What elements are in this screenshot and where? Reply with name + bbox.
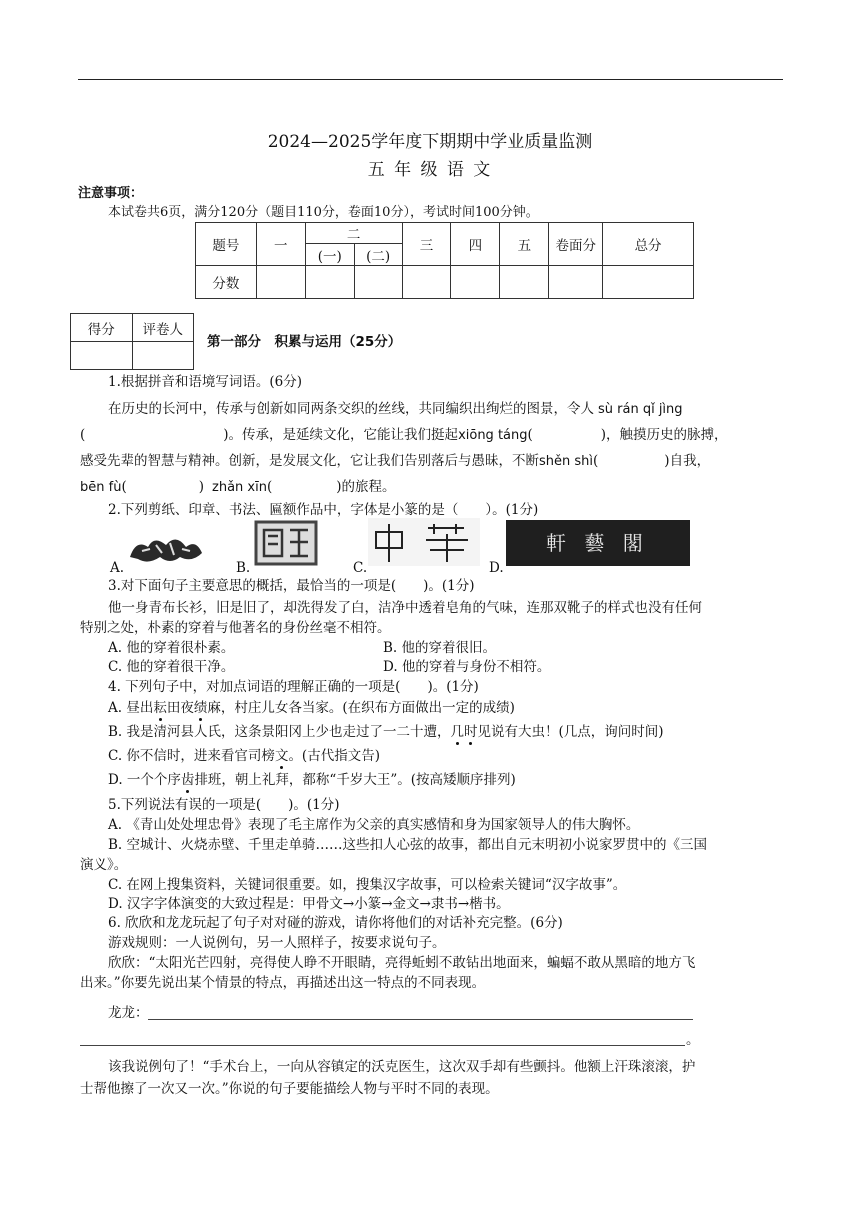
q4-text: 见说有大虫！(几点，询问时间) bbox=[477, 724, 664, 740]
q6-turn-line1: 该我说例句了！“手术台上，一向从容镇定的沃克医生，这次双手却有些颤抖。他额上汗珠滚滚，护 bbox=[108, 1059, 696, 1075]
q4-dotted-word: 齿 bbox=[180, 772, 195, 788]
notice-text: 本试卷共6页，满分120分（题目110分，卷面10分），考试时间100分钟。 bbox=[108, 205, 539, 220]
q4-text: A. 昼出 bbox=[108, 700, 154, 716]
part1-title: 第一部分 积累与运用（25分） bbox=[207, 334, 402, 350]
q1-bracket: ( bbox=[266, 479, 273, 495]
q3-option-d[interactable]: D. 他的穿着与身份不相符。 bbox=[383, 659, 551, 675]
score-table-header-neatness: 卷面分 bbox=[549, 223, 603, 266]
score-table-row-label: 分数 bbox=[196, 266, 257, 299]
q1-text: )，触摸历史的脉搏， bbox=[600, 427, 728, 443]
q4-text: 田夜 bbox=[166, 700, 194, 716]
q6-answer-line-1[interactable] bbox=[148, 1019, 693, 1020]
plaque-text: 軒 藝 閣 bbox=[546, 531, 649, 555]
q4-option-c[interactable] bbox=[108, 748, 380, 764]
q1-text: 感受先辈的智慧与精神。创新，是发展文化，它让我们告别落后与愚昧，不断 bbox=[80, 453, 539, 469]
q5-option-b-line1[interactable]: B. 空城计、火烧赤壁、千里走单骑……这些扣人心弦的故事，都出自元末明初小说家罗贯中的《三国 bbox=[108, 837, 708, 853]
grader-box bbox=[70, 313, 194, 370]
q4-stem: 4. 下列句子中，对加点词语的理解正确的一项是( )。(1分) bbox=[108, 679, 479, 695]
score-table-header-total: 总分 bbox=[603, 223, 694, 266]
q6-stem: 6. 欣欣和龙龙玩起了句子对对碰的游戏，请你将他们的对话补充完整。(6分) bbox=[108, 915, 563, 931]
q4-dotted-word: 耘 bbox=[153, 700, 167, 716]
score-cell[interactable] bbox=[451, 266, 500, 299]
q6-turn-line2: 士帮他擦了一次又一次。”你说的句子要能描绘人物与平时不同的表现。 bbox=[80, 1081, 499, 1097]
q5-option-a[interactable]: A. 《青山处处埋忠骨》表现了毛主席作为父亲的真实感情和身为国家领导人的伟大胸怀。 bbox=[108, 817, 640, 833]
q4-option-d[interactable] bbox=[108, 772, 516, 788]
q4-text: 排班，朝上礼拜，都称“千岁大王”。(按高矮顺序排列) bbox=[194, 772, 516, 788]
score-table-sub-2: (二) bbox=[354, 244, 402, 266]
q3-stem: 3.对下面句子主要意思的概括，最恰当的一项是( )。(1分) bbox=[108, 578, 475, 594]
score-table-sub-1: (一) bbox=[305, 244, 354, 266]
score-table-header-2: 二 bbox=[305, 223, 402, 244]
papercut-image bbox=[126, 529, 206, 567]
q1-bracket: ( bbox=[527, 427, 533, 443]
q1-pinyin-5: zhǎn xīn bbox=[212, 480, 267, 495]
q4-text: 。(古代指文告) bbox=[288, 748, 380, 764]
score-cell[interactable] bbox=[549, 266, 603, 299]
score-cell[interactable] bbox=[256, 266, 305, 299]
q1-text: 在历史的长河中，传承与创新如同两条交织的丝线，共同编织出绚烂的图景，令人 bbox=[108, 401, 594, 417]
grader-score-label: 得分 bbox=[71, 314, 133, 342]
score-cell[interactable] bbox=[402, 266, 451, 299]
q2-option-a[interactable]: A. bbox=[110, 560, 125, 576]
q4-dotted-word: 文 bbox=[274, 748, 289, 764]
q3-passage-line1: 他一身青布长衫，旧是旧了，却洗得发了白，洁净中透着皂角的气味，连那双靴子的样式也没有任何 bbox=[108, 600, 702, 616]
score-table-header-5: 五 bbox=[500, 223, 549, 266]
grader-score-cell[interactable] bbox=[71, 342, 133, 370]
score-cell[interactable] bbox=[305, 266, 354, 299]
q6-rule: 游戏规则：一人说例句，另一人照样子，按要求说句子。 bbox=[108, 935, 446, 951]
q4-option-b[interactable] bbox=[108, 724, 664, 740]
q1-line2 bbox=[80, 427, 728, 444]
score-table bbox=[195, 222, 694, 299]
q1-pinyin-1: sù rán qǐ jìng bbox=[598, 402, 683, 417]
q3-option-a[interactable]: A. 他的穿着很朴素。 bbox=[108, 640, 235, 656]
score-table-header-1: 一 bbox=[256, 223, 305, 266]
q1-stem: 1.根据拼音和语境写词语。(6分) bbox=[108, 374, 303, 390]
q4-text: C. 你不信时，进来看官司榜 bbox=[108, 748, 275, 764]
score-table-header-tihao: 题号 bbox=[196, 223, 257, 266]
q1-text: )自我， bbox=[664, 453, 711, 469]
q1-line3 bbox=[80, 453, 710, 470]
q4-dotted-word: 时 bbox=[464, 724, 478, 740]
q5-stem: 5.下列说法有误的一项是( )。(1分) bbox=[108, 797, 340, 813]
q4-dotted-word: 绩 bbox=[193, 700, 208, 716]
calligraphy-image bbox=[368, 518, 480, 566]
grader-name-label: 评卷人 bbox=[132, 314, 194, 342]
q6-longlong-label: 龙龙： bbox=[108, 1005, 149, 1021]
q1-bracket: ( bbox=[80, 427, 86, 443]
q5-option-b-line2: 演义》。 bbox=[80, 857, 128, 873]
q1-bracket: ( bbox=[593, 453, 599, 469]
seal-image bbox=[254, 520, 318, 566]
q6-xinxin-line1: 欣欣：“太阳光芒四射，亮得使人睁不开眼睛，亮得蚯蚓不敢钻出地面来，蝙蝠不敢从黑暗的地方飞 bbox=[108, 955, 696, 971]
q4-text: D. 一个个序 bbox=[108, 772, 181, 788]
q1-pinyin-3: shěn shì bbox=[539, 454, 594, 469]
q3-option-c[interactable]: C. 他的穿着很干净。 bbox=[108, 659, 235, 675]
q2-stem: 2.下列剪纸、印章、书法、匾额作品中，字体是小篆的是（ ）。(1分) bbox=[108, 502, 539, 518]
q6-period: 。 bbox=[686, 1032, 700, 1048]
q2-option-c[interactable]: C. bbox=[353, 560, 368, 576]
score-table-header-3: 三 bbox=[402, 223, 451, 266]
plaque-image bbox=[506, 520, 690, 566]
q4-text: 麻，村庄儿女各当家。(在织布方面做出一定的成绩) bbox=[207, 700, 515, 716]
score-cell[interactable] bbox=[354, 266, 402, 299]
q6-answer-line-2[interactable] bbox=[80, 1045, 685, 1046]
q2-option-b[interactable]: B. bbox=[236, 560, 251, 576]
q3-passage-line2: 特别之处，朴素的穿着与他著名的身份丝毫不相符。 bbox=[80, 620, 391, 636]
q1-line4 bbox=[80, 479, 396, 496]
top-rule bbox=[78, 79, 783, 80]
q1-text: )的旅程。 bbox=[336, 479, 396, 495]
q1-bracket: ) bbox=[198, 479, 204, 495]
q1-pinyin-2: xiōng táng bbox=[458, 428, 528, 443]
q1-text: )。传承，是延续文化，它能让我们挺起 bbox=[223, 427, 459, 443]
score-cell[interactable] bbox=[500, 266, 549, 299]
q5-option-c[interactable]: C. 在网上搜集资料，关键词很重要。如，搜集汉字故事，可以检索关键词“汉字故事”。 bbox=[108, 877, 627, 893]
grader-name-cell[interactable] bbox=[132, 342, 194, 370]
q2-option-d[interactable]: D. bbox=[489, 560, 504, 576]
exam-title: 2024—2025学年度下期期中学业质量监测 bbox=[267, 132, 593, 152]
notice-heading: 注意事项： bbox=[78, 186, 144, 201]
q4-text: B. 我是清河县人氏，这条景阳冈上少也走过了一二十遭， bbox=[108, 724, 451, 740]
q1-pinyin-4: bēn fù bbox=[80, 480, 122, 495]
exam-subtitle: 五 年 级 语 文 bbox=[367, 160, 493, 180]
q5-option-d[interactable]: D. 汉字字体演变的大致过程是：甲骨文→小篆→金文→隶书→楷书。 bbox=[108, 896, 510, 912]
score-cell[interactable] bbox=[603, 266, 694, 299]
q6-xinxin-line2: 出来。”你要先说出某个情景的特点，再描述出这一特点的不同表现。 bbox=[80, 975, 486, 991]
q4-option-a[interactable] bbox=[108, 700, 515, 716]
q3-option-b[interactable]: B. 他的穿着很旧。 bbox=[383, 640, 497, 656]
q4-dotted-word: 几 bbox=[450, 724, 465, 740]
score-table-header-4: 四 bbox=[451, 223, 500, 266]
q1-bracket: ( bbox=[121, 479, 127, 495]
q1-line1 bbox=[108, 401, 683, 418]
